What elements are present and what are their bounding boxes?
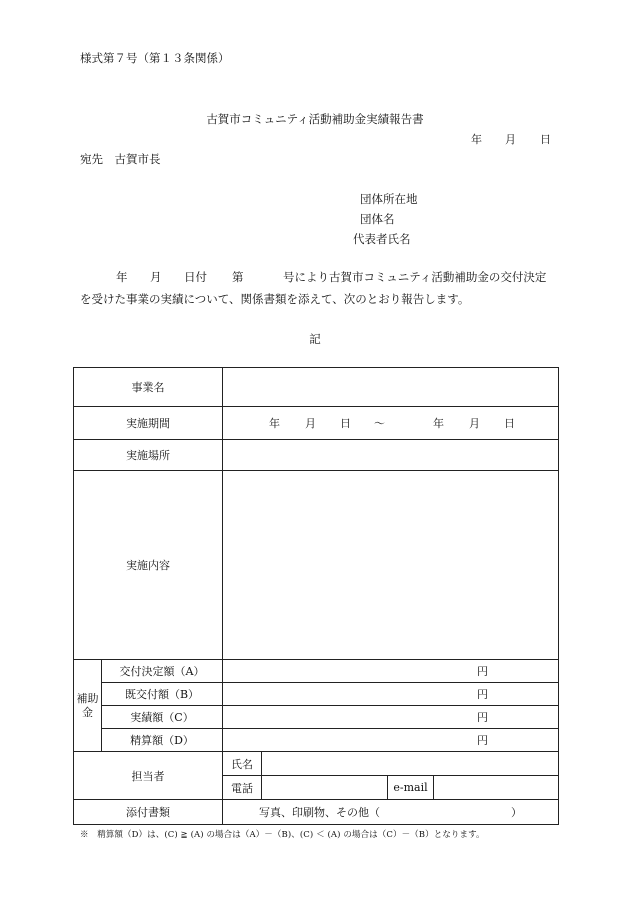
row-project-name <box>74 368 559 407</box>
subsidy-row-a <box>74 660 559 683</box>
body-year: 年 <box>116 270 128 284</box>
row-person-name <box>74 752 559 776</box>
subsidy-b-label: 既交付額（B） <box>102 683 223 706</box>
person-label: 担当者 <box>74 752 223 800</box>
subsidy-a-label: 交付決定額（A） <box>102 660 223 683</box>
period-start-month: 月 <box>305 417 316 430</box>
period-start-year: 年 <box>269 417 280 430</box>
sender-representative-label: 代表者氏名 <box>353 232 411 246</box>
attachments-field[interactable] <box>223 800 559 825</box>
place-label: 実施場所 <box>74 440 223 471</box>
subsidy-row-b <box>74 683 559 706</box>
body-line-2: を受けた事業の実績について、関係書類を添えて、次のとおり報告します。 <box>80 292 470 306</box>
subsidy-d-label: 精算額（D） <box>102 729 223 752</box>
ki-label: 記 <box>309 332 321 346</box>
project-name-label: 事業名 <box>74 368 223 407</box>
document-title: 古賀市コミュニティ活動補助金実績報告書 <box>206 112 424 126</box>
subsidy-a-field[interactable]: 円 <box>223 660 559 683</box>
content-label: 実施内容 <box>74 471 223 660</box>
subsidy-row-d <box>74 729 559 752</box>
body-line-1 <box>80 266 560 288</box>
subsidy-label: 補助金 <box>74 660 102 752</box>
body-month: 月 <box>150 270 162 284</box>
period-tilde: ～ <box>374 417 385 430</box>
period-start-day: 日 <box>340 417 351 430</box>
attachments-label: 添付書類 <box>74 800 223 825</box>
subsidy-d-field[interactable]: 円 <box>223 729 559 752</box>
attachments-close: ） <box>511 806 522 819</box>
row-period <box>74 407 559 440</box>
period-field[interactable] <box>223 407 559 440</box>
row-place <box>74 440 559 471</box>
project-name-field[interactable] <box>223 368 559 407</box>
name-label: 氏名 <box>223 752 262 776</box>
subsidy-c-field[interactable]: 円 <box>223 706 559 729</box>
date-year: 年 <box>471 133 482 146</box>
row-content <box>74 471 559 660</box>
period-end-day: 日 <box>504 417 515 430</box>
place-field[interactable] <box>223 440 559 471</box>
form-number-label: 様式第７号（第１３条関係） <box>80 51 230 65</box>
subsidy-b-field[interactable]: 円 <box>223 683 559 706</box>
body-line1-rest: 号により古賀市コミュニティ活動補助金の交付決定 <box>283 270 547 284</box>
row-attachments <box>74 800 559 825</box>
body-dai: 第 <box>232 270 244 284</box>
phone-field[interactable] <box>262 776 388 800</box>
attachments-value: 写真、印刷物、その他（ <box>259 806 380 819</box>
email-label: e-mail <box>388 776 434 800</box>
period-end-year: 年 <box>433 417 444 430</box>
period-label: 実施期間 <box>74 407 223 440</box>
footnote: ※ 精算額（D）は、(C) ≧ (A) の場合は（A）－（B)、(C) ＜ (A) の場合は（C）－（B）となります。 <box>80 830 485 840</box>
report-table <box>73 367 559 825</box>
addressee: 宛先 古賀市長 <box>80 152 161 166</box>
phone-label: 電話 <box>223 776 262 800</box>
email-field[interactable] <box>434 776 559 800</box>
name-field[interactable] <box>262 752 559 776</box>
sender-address-label: 団体所在地 <box>360 192 418 206</box>
sender-name-label: 団体名 <box>360 212 395 226</box>
subsidy-c-label: 実績額（C） <box>102 706 223 729</box>
content-field[interactable] <box>223 471 559 660</box>
date-month: 月 <box>505 133 516 146</box>
body-day: 日付 <box>184 270 207 284</box>
date-day: 日 <box>540 133 551 146</box>
subsidy-row-c <box>74 706 559 729</box>
period-end-month: 月 <box>469 417 480 430</box>
